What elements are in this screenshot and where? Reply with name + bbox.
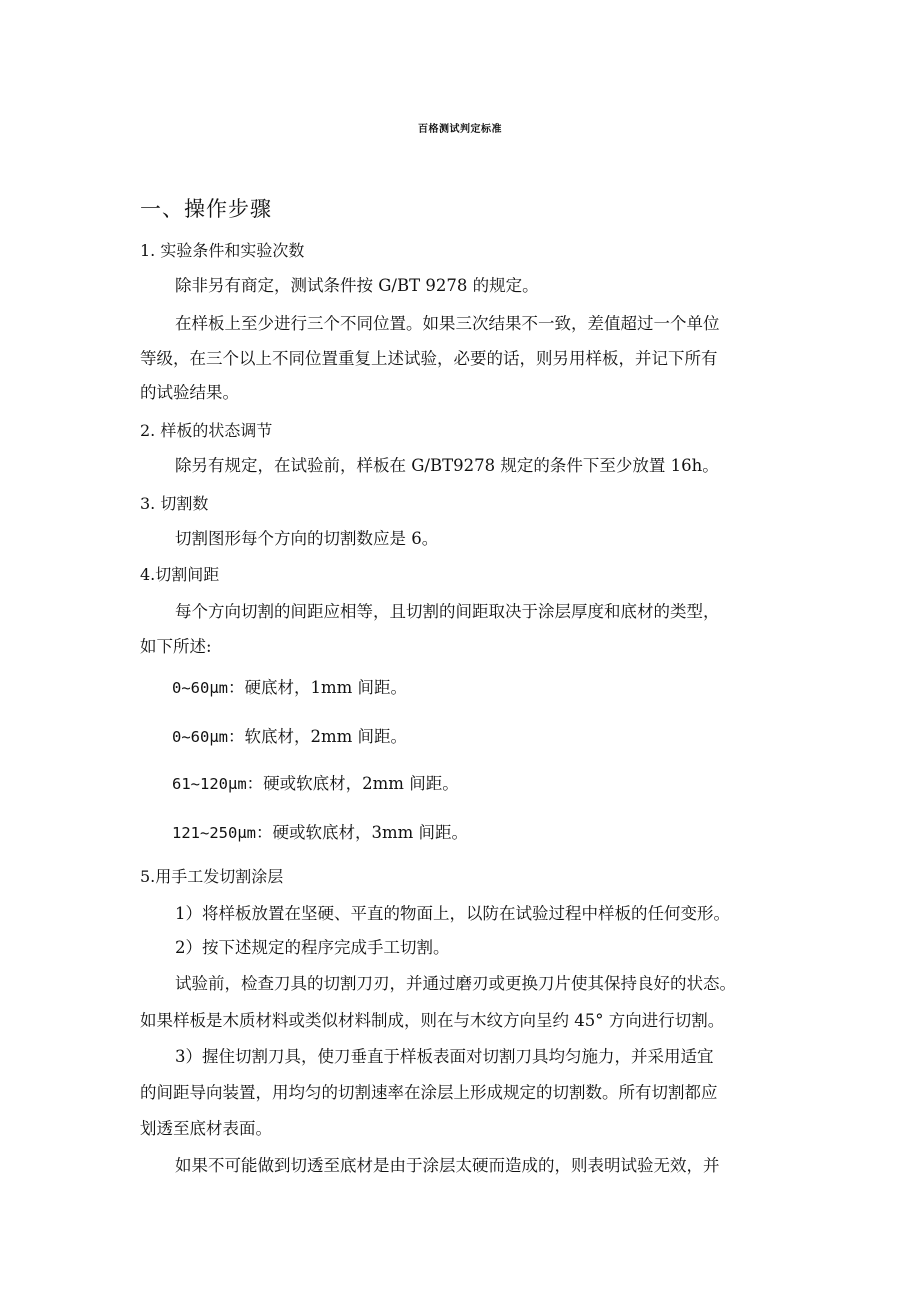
spacing-description: ：软底材，2mm 间距。 (228, 727, 408, 746)
spacing-spec-line (172, 825, 468, 842)
item-4-paragraph-line: 每个方向切割的间距应相等，且切割的间距取决于涂层厚度和底材的类型， (175, 602, 720, 621)
thickness-range: 61~120μm (172, 775, 247, 793)
spacing-description: ：硬或软底材，2mm 间距。 (246, 774, 459, 793)
item-5-heading: 5.用手工发切割涂层 (140, 867, 284, 886)
item-1-paragraph-line: 除非另有商定，测试条件按 G/BT 9278 的规定。 (175, 276, 539, 295)
thickness-range: 0~60μm (172, 728, 228, 746)
item-2-heading: 2. 样板的状态调节 (140, 421, 273, 440)
spacing-spec-line (172, 680, 407, 697)
document-title: 百格测试判定标准 (418, 124, 502, 135)
item-4-paragraph-line: 如下所述: (140, 637, 212, 656)
item-5-paragraph-line: 的间距导向装置，用均匀的切割速率在涂层上形成规定的切割数。所有切割都应 (140, 1083, 718, 1102)
item-1-paragraph-line: 等级，在三个以上不同位置重复上述试验，必要的话，则另用样板，并记下所有 (140, 349, 718, 368)
item-1-paragraph-line: 的试验结果。 (140, 383, 239, 402)
spacing-description: ：硬底材，1mm 间距。 (228, 678, 408, 697)
spacing-spec-line (172, 729, 407, 746)
item-5-paragraph-line: 如果样板是木质材料或类似材料制成，则在与木纹方向呈约 45° 方向进行切割。 (140, 1011, 725, 1030)
section-heading-operation-steps: 一、操作步骤 (140, 197, 272, 221)
spacing-description: ：硬或软底材，3mm 间距。 (256, 823, 469, 842)
thickness-range: 121~250μm (172, 824, 256, 842)
item-5-paragraph-line: 1）将样板放置在坚硬、平直的物面上，以防在试验过程中样板的任何变形。 (175, 904, 730, 923)
spacing-spec-line (172, 776, 459, 793)
item-1-paragraph-line: 在样板上至少进行三个不同位置。如果三次结果不一致，差值超过一个单位 (175, 314, 720, 333)
item-5-paragraph-line: 3）握住切割刀具，使刀垂直于样板表面对切割刀具均匀施力，并采用适宜 (175, 1047, 714, 1066)
item-5-paragraph-line: 划透至底材表面。 (140, 1119, 272, 1138)
item-2-paragraph-line: 除另有规定，在试验前，样板在 G/BT9278 规定的条件下至少放置 16h。 (175, 456, 719, 475)
item-5-paragraph-line: 如果不可能做到切透至底材是由于涂层太硬而造成的，则表明试验无效，并 (175, 1156, 720, 1175)
item-3-heading: 3. 切割数 (140, 494, 209, 513)
thickness-range: 0~60μm (172, 679, 228, 697)
item-3-paragraph-line: 切割图形每个方向的切割数应是 6。 (175, 529, 439, 548)
item-1-heading: 1. 实验条件和实验次数 (140, 241, 305, 260)
item-5-paragraph-line: 试验前，检查刀具的切割刀刃，并通过磨刃或更换刀片使其保持良好的状态。 (175, 974, 736, 993)
item-5-paragraph-line: 2）按下述规定的程序完成手工切割。 (175, 938, 450, 957)
item-4-heading: 4.切割间距 (140, 565, 220, 584)
